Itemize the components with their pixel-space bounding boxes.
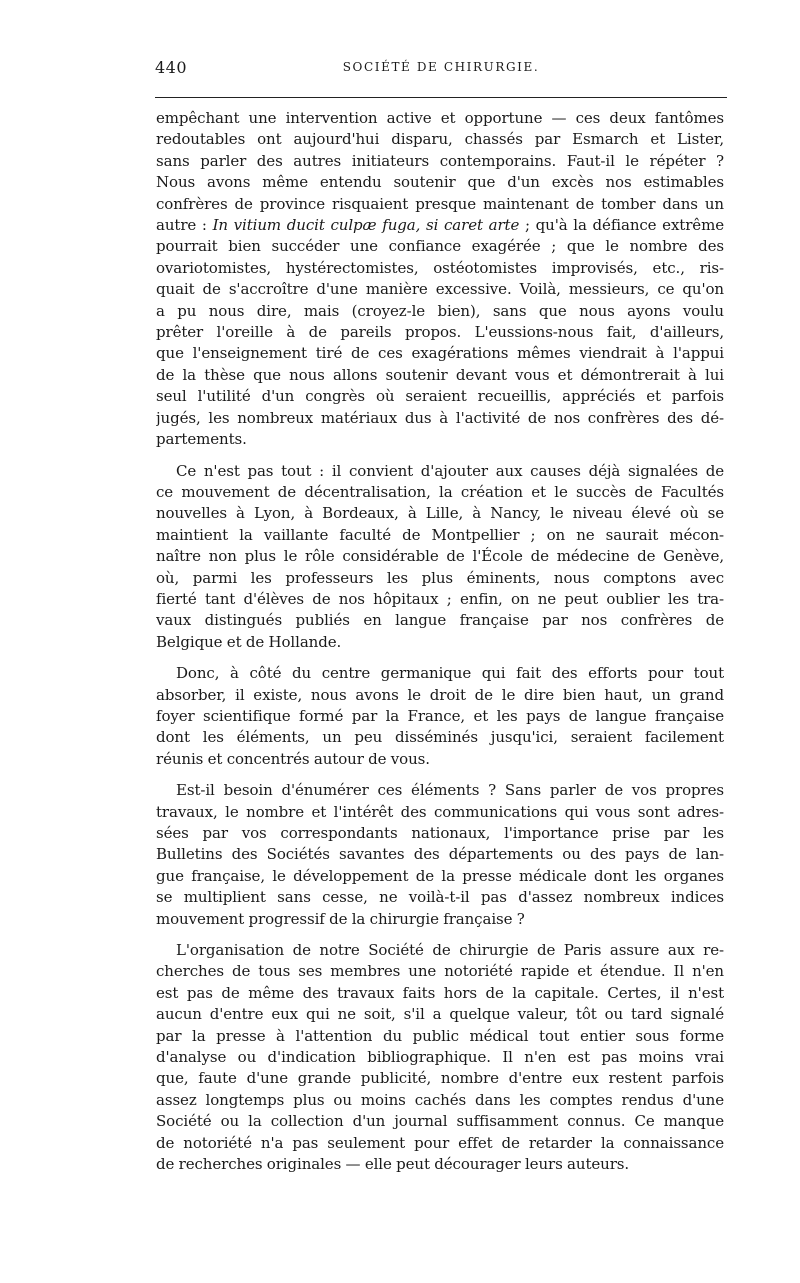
text-line: de notoriété n'a pas seulement pour effet de retarder la connaissance <box>156 1133 724 1152</box>
text-line: a pu nous dire, mais (croyez-le bien), sans que nous ayons voulu <box>156 301 724 320</box>
text-line: ce mouvement de décentralisation, la création et le succès de Facultés <box>156 482 724 501</box>
paragraph-3 <box>156 663 724 770</box>
text-line: quait de s'accroître d'une manière excessive. Voilà, messieurs, ce qu'on <box>156 280 724 299</box>
text-line: se multiplient sans cesse, ne voilà-t-il pas d'assez nombreux indices <box>156 888 724 907</box>
text-line: réunis et concentrés autour de vous. <box>156 749 430 768</box>
text-line-with-quote <box>156 215 724 236</box>
page-header <box>155 58 727 86</box>
text-line: partements. <box>156 430 247 449</box>
text-line: aucun d'entre eux qui ne soit, s'il a quelque valeur, tôt ou tard signalé <box>156 1005 724 1024</box>
latin-quote: In vitium ducit culpæ fuga, si caret arte <box>212 216 520 235</box>
text-line: ovariotomistes, hystérectomistes, ostéotomistes improvisés, etc., ris- <box>156 258 724 277</box>
text-line: confrères de province risquaient presque maintenant de tomber dans un <box>156 194 724 213</box>
text-line: sans parler des autres initiateurs contemporains. Faut-il le répéter ? <box>156 151 724 170</box>
text-line: de la thèse que nous allons soutenir devant vous et démontrerait à lui <box>156 365 724 384</box>
page-number: 440 <box>155 58 188 77</box>
text-line: Société ou la collection d'un journal suffisamment connus. Ce manque <box>156 1112 724 1131</box>
text-line: de recherches originales — elle peut décourager leurs auteurs. <box>156 1155 630 1174</box>
text-line: vaux distingués publiés en langue française par nos confrères de <box>156 611 724 630</box>
running-head: SOCIÉTÉ DE CHIRURGIE. <box>342 60 540 74</box>
text-line: absorber, il existe, nous avons le droit de le dire bien haut, un grand <box>156 685 724 704</box>
text-line: gue française, le développement de la presse médicale dont les organes <box>156 866 724 885</box>
text-line: par la presse à l'attention du public médical tout entier sous forme <box>156 1026 724 1045</box>
header-rule <box>155 97 727 98</box>
text-line: jugés, les nombreux matériaux dus à l'activité de nos confrères des dé- <box>156 408 724 427</box>
text-line: que, faute d'une grande publicité, nombre d'entre eux restent parfois <box>156 1069 724 1088</box>
text-line: Donc, à côté du centre germanique qui fait des efforts pour tout <box>176 664 724 683</box>
text-line: mouvement progressif de la chirurgie française ? <box>156 909 525 928</box>
text-fragment: autre : <box>156 216 213 235</box>
text-line: Bulletins des Sociétés savantes des départements ou des pays de lan- <box>156 845 724 864</box>
text-line: est pas de même des travaux faits hors de la capitale. Certes, il n'est <box>156 983 724 1002</box>
paragraph-1 <box>156 108 724 451</box>
paragraph-5 <box>156 940 724 1175</box>
text-line: Belgique et de Hollande. <box>156 632 342 651</box>
text-line: redoutables ont aujourd'hui disparu, chassés par Esmarch et Lister, <box>156 130 724 149</box>
text-line: prêter l'oreille à de pareils propos. L'eussions-nous fait, d'ailleurs, <box>156 323 724 342</box>
text-line: d'analyse ou d'indication bibliographique. Il n'en est pas moins vrai <box>156 1048 724 1067</box>
text-line: pourrait bien succéder une confiance exagérée ; que le nombre des <box>156 237 724 256</box>
text-line: maintient la vaillante faculté de Montpellier ; on ne saurait mécon- <box>156 525 724 544</box>
text-line: L'organisation de notre Société de chirurgie de Paris assure aux re- <box>176 941 724 960</box>
text-line: que l'enseignement tiré de ces exagérations mêmes viendrait à l'appui <box>156 344 724 363</box>
text-line: où, parmi les professeurs les plus éminents, nous comptons avec <box>156 568 724 587</box>
text-line: fierté tant d'élèves de nos hôpitaux ; enfin, on ne peut oublier les tra- <box>156 589 724 608</box>
text-line: seul l'utilité d'un congrès où seraient recueillis, appréciés et parfois <box>156 387 724 406</box>
paragraph-4 <box>156 780 724 930</box>
text-line: nouvelles à Lyon, à Bordeaux, à Lille, à Nancy, le niveau élevé où se <box>156 504 724 523</box>
text-line: Ce n'est pas tout : il convient d'ajouter aux causes déjà signalées de <box>176 461 724 480</box>
text-line: sées par vos correspondants nationaux, l'importance prise par les <box>156 824 724 842</box>
text-line: empêchant une intervention active et opportune — ces deux fantômes <box>156 109 724 127</box>
paragraph-2 <box>156 461 724 654</box>
body-text <box>156 108 724 1186</box>
text-line: dont les éléments, un peu disséminés jusqu'ici, seraient facilement <box>156 728 724 747</box>
text-line: cherches de tous ses membres une notoriété rapide et étendue. Il n'en <box>156 962 724 981</box>
text-line: assez longtemps plus ou moins cachés dans les comptes rendus d'une <box>156 1090 724 1109</box>
text-line: foyer scientifique formé par la France, et les pays de langue française <box>156 706 724 725</box>
text-line: travaux, le nombre et l'intérêt des communications qui vous sont adres- <box>156 802 724 821</box>
text-line: Nous avons même entendu soutenir que d'un excès nos estimables <box>156 173 724 192</box>
text-line: Est-il besoin d'énumérer ces éléments ? Sans parler de vos propres <box>176 781 724 800</box>
text-fragment: ; qu'à la défiance extrême <box>519 216 724 235</box>
text-line: naître non plus le rôle considérable de l'École de médecine de Genève, <box>156 547 724 566</box>
